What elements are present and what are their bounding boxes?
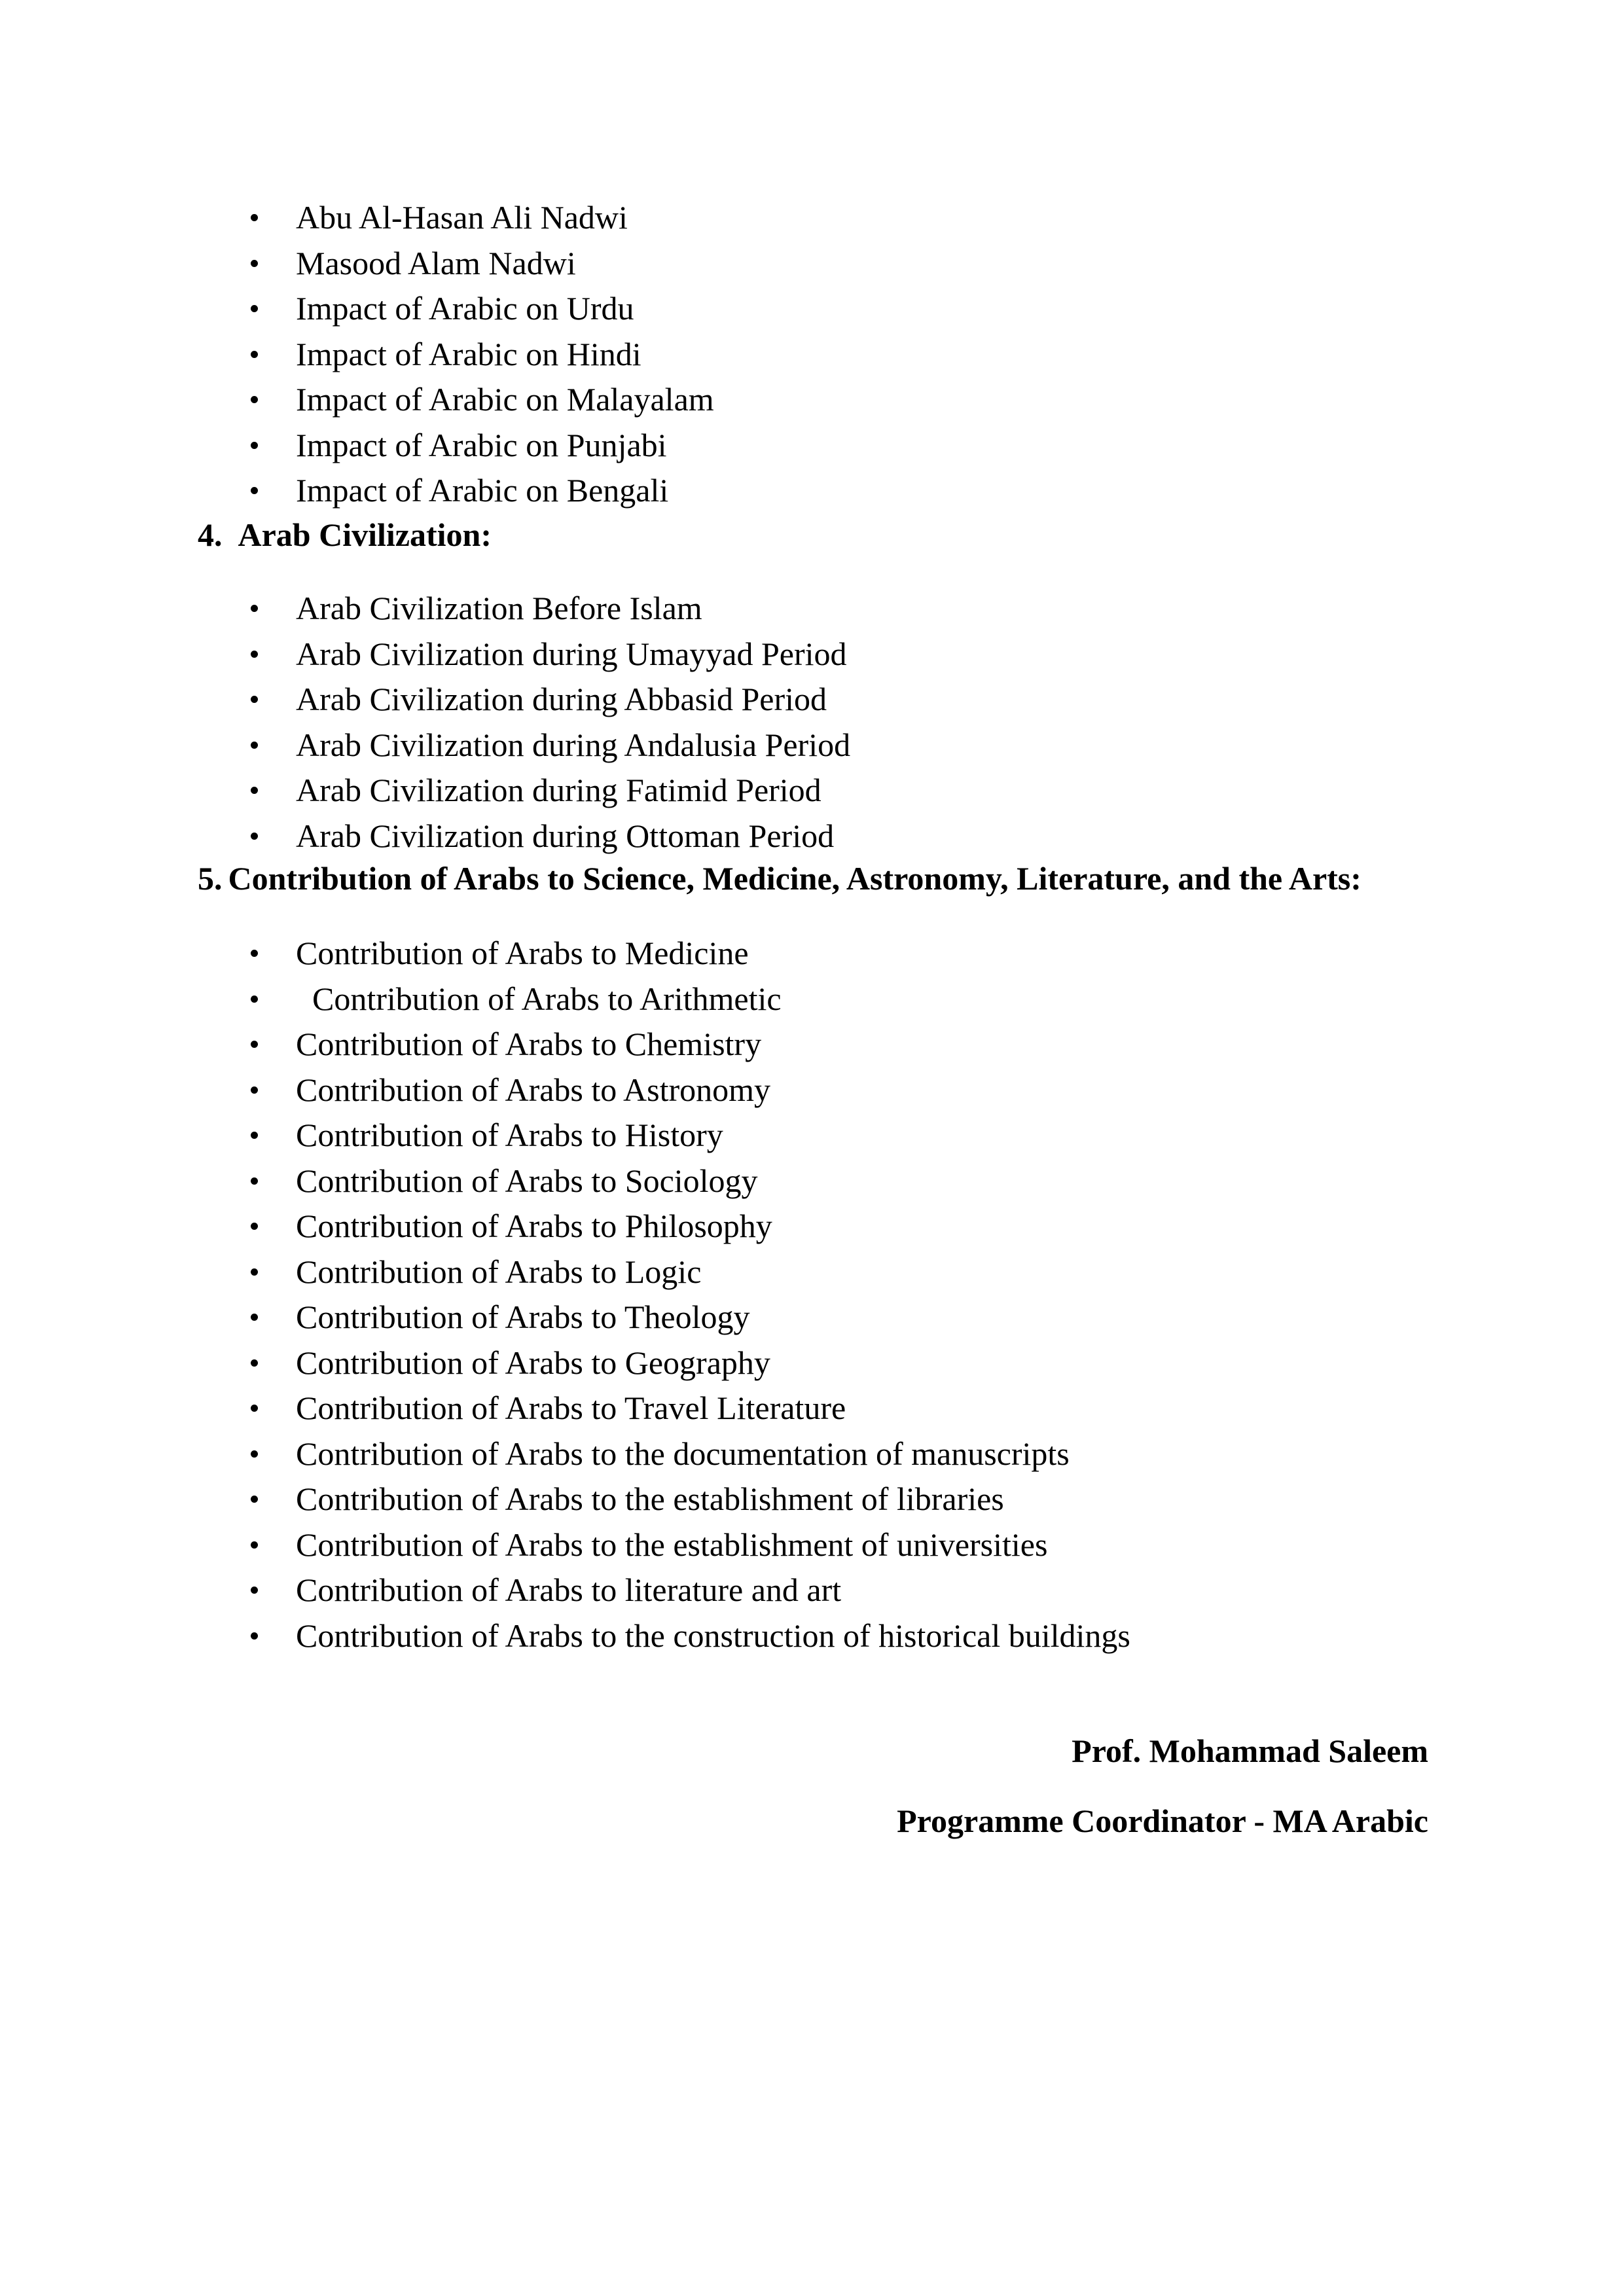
list-item bbox=[251, 423, 714, 469]
bullet-icon bbox=[251, 396, 258, 403]
bullet-list-authors-and-impact bbox=[251, 195, 714, 514]
list-item-text: Contribution of Arabs to literature and art bbox=[296, 1571, 842, 1608]
bullet-icon bbox=[251, 1132, 258, 1139]
bullet-icon bbox=[251, 1450, 258, 1458]
list-item bbox=[251, 1204, 1130, 1249]
bullet-icon bbox=[251, 1405, 258, 1412]
list-item-text: Contribution of Arabs to Travel Literature bbox=[296, 1390, 846, 1426]
list-item-text: Contribution of Arabs to the establishment of universities bbox=[296, 1526, 1048, 1563]
bullet-icon bbox=[251, 996, 258, 1003]
list-item bbox=[251, 723, 850, 768]
list-item-text: Contribution of Arabs to the construction of historical buildings bbox=[296, 1617, 1130, 1654]
list-item-text: Impact of Arabic on Malayalam bbox=[296, 381, 714, 418]
signature-name: Prof. Mohammad Saleem bbox=[1072, 1732, 1428, 1769]
list-item-text: Arab Civilization during Umayyad Period bbox=[296, 635, 847, 672]
bullet-icon bbox=[251, 260, 258, 267]
list-item-text: Contribution of Arabs to History bbox=[296, 1117, 723, 1153]
bullet-icon bbox=[251, 1086, 258, 1094]
bullet-icon bbox=[251, 1041, 258, 1048]
bullet-icon bbox=[251, 787, 258, 794]
list-item bbox=[251, 1295, 1130, 1340]
list-item-text: Contribution of Arabs to Arithmetic bbox=[296, 980, 782, 1017]
list-item bbox=[251, 1067, 1130, 1113]
list-item bbox=[251, 1022, 1130, 1067]
bullet-icon bbox=[251, 950, 258, 957]
list-item-text: Masood Alam Nadwi bbox=[296, 244, 576, 281]
list-item bbox=[251, 768, 850, 814]
heading-number: 4. bbox=[198, 516, 223, 553]
list-item bbox=[251, 586, 850, 632]
bullet-icon bbox=[251, 1223, 258, 1230]
list-item bbox=[251, 1249, 1130, 1295]
list-item-text: Impact of Arabic on Punjabi bbox=[296, 426, 667, 463]
list-item bbox=[251, 814, 850, 859]
list-item-text: Impact of Arabic on Bengali bbox=[296, 472, 669, 509]
list-item-text: Impact of Arabic on Urdu bbox=[296, 290, 634, 327]
list-item bbox=[251, 1386, 1130, 1431]
bullet-icon bbox=[251, 696, 258, 703]
list-item bbox=[251, 1113, 1130, 1158]
list-item-text: Contribution of Arabs to Chemistry bbox=[296, 1026, 762, 1062]
list-item bbox=[251, 677, 850, 723]
list-item-text: Contribution of Arabs to Theology bbox=[296, 1299, 750, 1335]
signature-block bbox=[897, 1729, 1428, 1844]
bullet-icon bbox=[251, 1359, 258, 1367]
list-item-text: Contribution of Arabs to Astronomy bbox=[296, 1071, 770, 1108]
list-item bbox=[251, 195, 714, 241]
list-item bbox=[251, 241, 714, 287]
section-heading-contribution-of-arabs bbox=[198, 856, 1362, 902]
list-item bbox=[251, 632, 850, 677]
bullet-icon bbox=[251, 1496, 258, 1503]
bullet-icon bbox=[251, 605, 258, 612]
list-item-text: Arab Civilization during Ottoman Period bbox=[296, 817, 835, 854]
bullet-list-contribution-of-arabs bbox=[251, 931, 1130, 1659]
bullet-icon bbox=[251, 442, 258, 449]
list-item-text: Arab Civilization during Fatimid Period bbox=[296, 772, 821, 808]
bullet-list-arab-civilization bbox=[251, 586, 850, 859]
list-item-text: Contribution of Arabs to the documentation of manuscripts bbox=[296, 1435, 1070, 1472]
list-item-text: Contribution of Arabs to the establishment of libraries bbox=[296, 1480, 1004, 1517]
list-item bbox=[251, 1568, 1130, 1613]
list-item bbox=[251, 977, 1130, 1022]
list-item bbox=[251, 1477, 1130, 1522]
bullet-icon bbox=[251, 351, 258, 358]
list-item-text: Abu Al-Hasan Ali Nadwi bbox=[296, 199, 628, 236]
list-item bbox=[251, 1431, 1130, 1477]
bullet-icon bbox=[251, 1541, 258, 1549]
bullet-icon bbox=[251, 1632, 258, 1640]
bullet-icon bbox=[251, 651, 258, 658]
bullet-icon bbox=[251, 1587, 258, 1594]
list-item bbox=[251, 1340, 1130, 1386]
heading-number: 5. bbox=[198, 860, 223, 897]
heading-title: Arab Civilization: bbox=[238, 516, 492, 553]
bullet-icon bbox=[251, 833, 258, 840]
list-item-text: Impact of Arabic on Hindi bbox=[296, 335, 641, 372]
list-item bbox=[251, 1613, 1130, 1659]
bullet-icon bbox=[251, 214, 258, 221]
bullet-icon bbox=[251, 487, 258, 494]
list-item bbox=[251, 1522, 1130, 1568]
bullet-icon bbox=[251, 742, 258, 749]
list-item bbox=[251, 931, 1130, 977]
heading-title: Contribution of Arabs to Science, Medicine, Astronomy, Literature, and the Arts: bbox=[228, 860, 1362, 897]
bullet-icon bbox=[251, 1268, 258, 1276]
list-item bbox=[251, 377, 714, 423]
section-heading-arab-civilization bbox=[198, 512, 492, 558]
list-item-text: Arab Civilization during Abbasid Period bbox=[296, 681, 827, 717]
list-item bbox=[251, 468, 714, 514]
bullet-icon bbox=[251, 305, 258, 312]
list-item-text: Contribution of Arabs to Philosophy bbox=[296, 1208, 772, 1244]
list-item bbox=[251, 1158, 1130, 1204]
list-item-text: Arab Civilization Before Islam bbox=[296, 590, 702, 626]
list-item bbox=[251, 332, 714, 378]
list-item-text: Contribution of Arabs to Logic bbox=[296, 1253, 702, 1290]
list-item bbox=[251, 286, 714, 332]
list-item-text: Contribution of Arabs to Geography bbox=[296, 1344, 770, 1381]
list-item-text: Contribution of Arabs to Sociology bbox=[296, 1162, 758, 1199]
list-item-text: Arab Civilization during Andalusia Period bbox=[296, 726, 851, 763]
list-item-text: Contribution of Arabs to Medicine bbox=[296, 935, 749, 971]
bullet-icon bbox=[251, 1314, 258, 1321]
signature-role: Programme Coordinator - MA Arabic bbox=[897, 1803, 1428, 1839]
bullet-icon bbox=[251, 1177, 258, 1185]
